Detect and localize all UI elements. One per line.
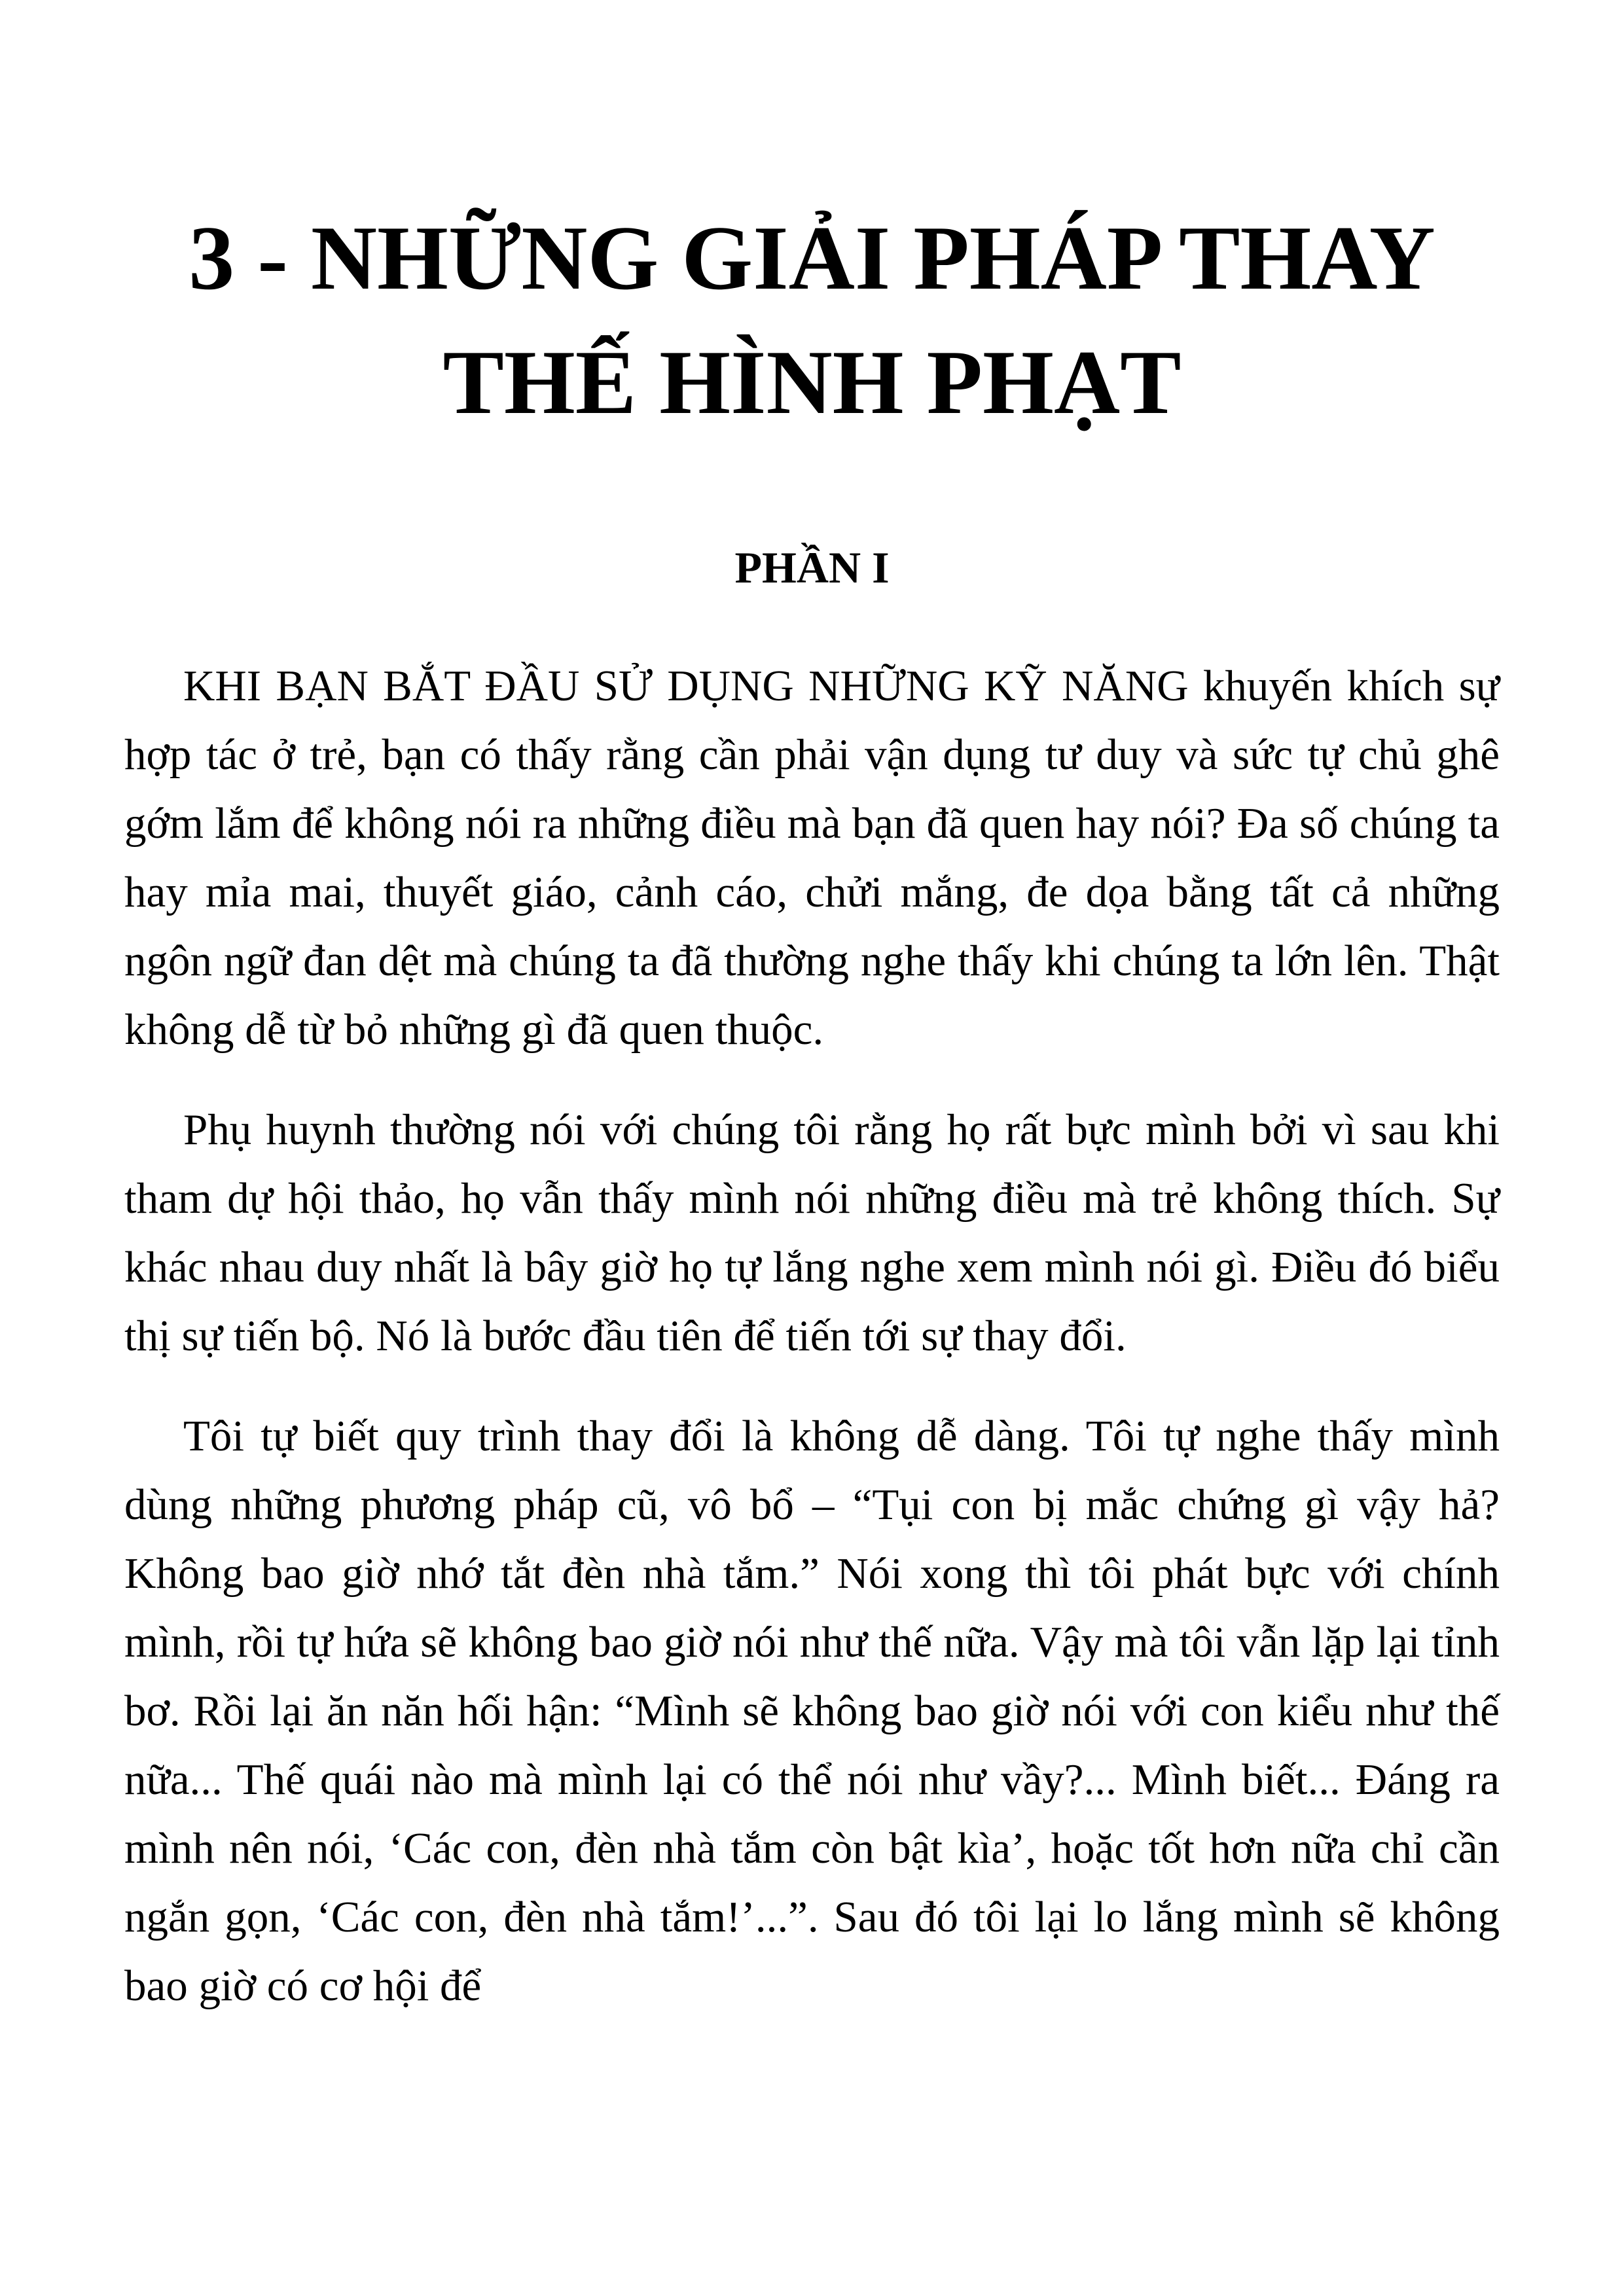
part-heading: PHẦN I	[734, 543, 890, 592]
body-text	[124, 652, 1500, 2020]
paragraph-3: Tôi tự biết quy trình thay đổi là không dễ dàng. Tôi tự nghe thấy mình dùng những phương pháp cũ, vô bổ – “Tụi con bị mắc chứng gì vậy hả? Không bao giờ nhớ tắt đèn nhà tắm.” Nói xong thì tôi phát bực với chính mình, rồi tự hứa sẽ không bao giờ nói như thế nữa. Vậy mà tôi vẫn lặp lại tỉnh bơ. Rồi lại ăn năn hối hận: “Mình sẽ không bao giờ nói với con kiểu như thế nữa... Thế quái nào mà mình lại có thể nói như vầy?... Mình biết... Đáng ra mình nên nói, ‘Các con, đèn nhà tắm còn bật kìa’, hoặc tốt hơn nữa chỉ cần ngắn gọn, ‘Các con, đèn nhà tắm!’...”. Sau đó tôi lại lo lắng mình sẽ không bao giờ có cơ hội để	[124, 1412, 1500, 2010]
chapter-title: 3 - NHỮNG GIẢI PHÁP THAY THẾ HÌNH PHẠT	[189, 207, 1435, 433]
paragraph-1: KHI BẠN BẮT ĐẦU SỬ DỤNG NHỮNG KỸ NĂNG khuyến khích sự hợp tác ở trẻ, bạn có thấy rằng cần phải vận dụng tư duy và sức tự chủ ghê gớm lắm để không nói ra những điều mà bạn đã quen hay nói? Đa số chúng ta hay mỉa mai, thuyết giáo, cảnh cáo, chửi mắng, đe dọa bằng tất cả những ngôn ngữ đan dệt mà chúng ta đã thường nghe thấy khi chúng ta lớn lên. Thật không dễ từ bỏ những gì đã quen thuộc.	[124, 662, 1500, 1054]
paragraph-2: Phụ huynh thường nói với chúng tôi rằng họ rất bực mình bởi vì sau khi tham dự hội thảo, họ vẫn thấy mình nói những điều mà trẻ không thích. Sự khác nhau duy nhất là bây giờ họ tự lắng nghe xem mình nói gì. Điều đó biểu thị sự tiến bộ. Nó là bước đầu tiên để tiến tới sự thay đổi.	[124, 1105, 1500, 1360]
